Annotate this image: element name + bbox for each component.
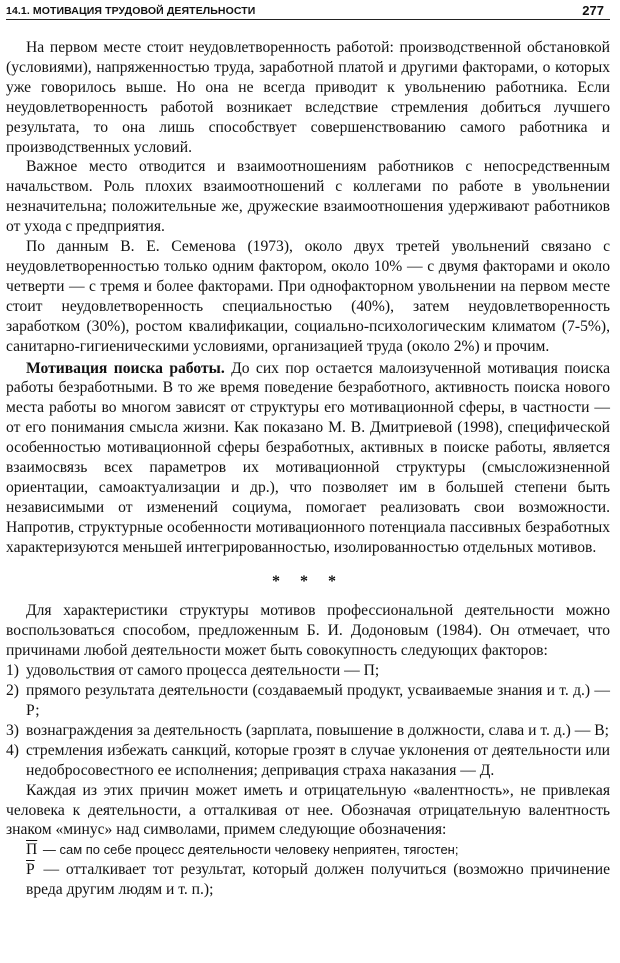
list-item-number: 2): [6, 682, 19, 700]
section-separator: * * *: [272, 572, 344, 590]
run-in-heading: Мотивация поиска работы.: [26, 359, 225, 377]
paragraph-semenov-data: По данным В. Е. Семенова (1973), около двух третей увольнений связано с неудовлетворенностью только одним фактором, около 10% — с двумя факторами и около четверти — с тремя и более факторами. При однофакторном увольнении на первом месте стоит неудовлетворенность специальностью (40%), затем неудовлетворенность заработком (30%), ростом квалификации, социально-психологическим климатом (7-5%), санитарно-гигиеническими условиями, организацией труда (около 2%) и прочим.: [6, 238, 610, 355]
list-item: [6, 741, 610, 781]
factors-list: [6, 661, 610, 780]
paragraph-negative-valence: Каждая из этих причин может иметь и отрицательную «валентность», не привлекая человека к деятельности, а отталкивая от нее. Обозначая отрицательную валентность знаком «минус» над символами, примем следующие обозначения:: [6, 781, 610, 839]
job-search-text: До сих пор остается малоизученной мотивация поиска работы безработными. В то же время поведение безработного, активность поиска нового места работы во многом зависят от структуры его мотивационной сферы, в частности — от его понимания смысла жизни. Как показано М. В. Дмитриевой (1998), специфической особенностью мотивационной сферы безработных, активных в поиске работы, является взаимосвязь всех параметров их мотивационной структуры (смысложизненной ориентации, самоактуализации и др.), что позволяет им в большей степени быть независимыми от изменений социума, помогает реализовать свои возможности. Напротив, структурные особенности мотивационного потенциала пассивных безработных характеризуются меньшей интегрированностью, изолированностью отдельных мотивов.: [6, 359, 610, 556]
negated-symbol: П: [26, 841, 38, 859]
page-body: [6, 38, 610, 900]
paragraph-dodonov-intro: Для характеристики структуры мотивов профессиональной деятельности можно воспользоваться способом, предложенным Б. И. Додоновым (1984). Он отмечает, что причинами любой деятельности может быть совокупность следующих факторов:: [6, 602, 610, 660]
notation-item: [6, 860, 610, 900]
paragraph-dissatisfaction: На первом месте стоит неудовлетворенность работой: производственной обстановкой (условиями), напряженностью труда, заработной платой и другими факторами, о которых уже говорилось выше. Но она не всегда приводит к увольнению работника. Если неудовлетворенность работой возникает вследствие стремления добиться лучшего результата, то она лишь способствует совершенствованию самого работника и производственных условий.: [6, 39, 610, 156]
list-item-number: 1): [6, 662, 19, 680]
list-item-number: 4): [6, 741, 19, 759]
list-item-text: удовольствия от самого процесса деятельности — П;: [26, 662, 380, 680]
section-title: 14.1. МОТИВАЦИЯ ТРУДОВОЙ ДЕЯТЕЛЬНОСТИ: [6, 5, 256, 17]
list-item: [6, 681, 610, 721]
page-number: 277: [582, 3, 604, 18]
list-item-text: вознаграждения за деятельность (зарплата, повышение в должности, слава и т. д.) — В;: [26, 721, 609, 739]
paragraph-relationships: Важное место отводится и взаимоотношениям работников с непосредственным начальством. Роль плохих взаимоотношений с коллегами по работе в увольнении незначительна; положительные же, дружеские взаимоотношения удерживают работников от ухода с предприятия.: [6, 158, 610, 236]
running-header: [6, 0, 610, 20]
list-item-text: прямого результата деятельности (создаваемый продукт, усваиваемые знания и т. д.) — Р;: [26, 682, 610, 719]
list-item-text: стремления избежать санкций, которые грозят в случае уклонения от деятельности или недобросовестного ее исполнения; депривация страха наказания — Д.: [26, 741, 610, 779]
notation-text: — сам по себе процесс деятельности человеку неприятен, тягостен;: [39, 842, 459, 858]
list-item-number: 3): [6, 721, 19, 739]
list-item: [6, 661, 610, 681]
notation-text: — отталкивает тот результат, который должен получиться (возможно причинение вреда другим людям и т. п.);: [26, 861, 610, 899]
notation-item: [6, 840, 610, 860]
list-item: [6, 721, 610, 741]
paragraph-job-search-motivation: [6, 359, 610, 558]
negated-symbol: Р: [26, 861, 35, 879]
